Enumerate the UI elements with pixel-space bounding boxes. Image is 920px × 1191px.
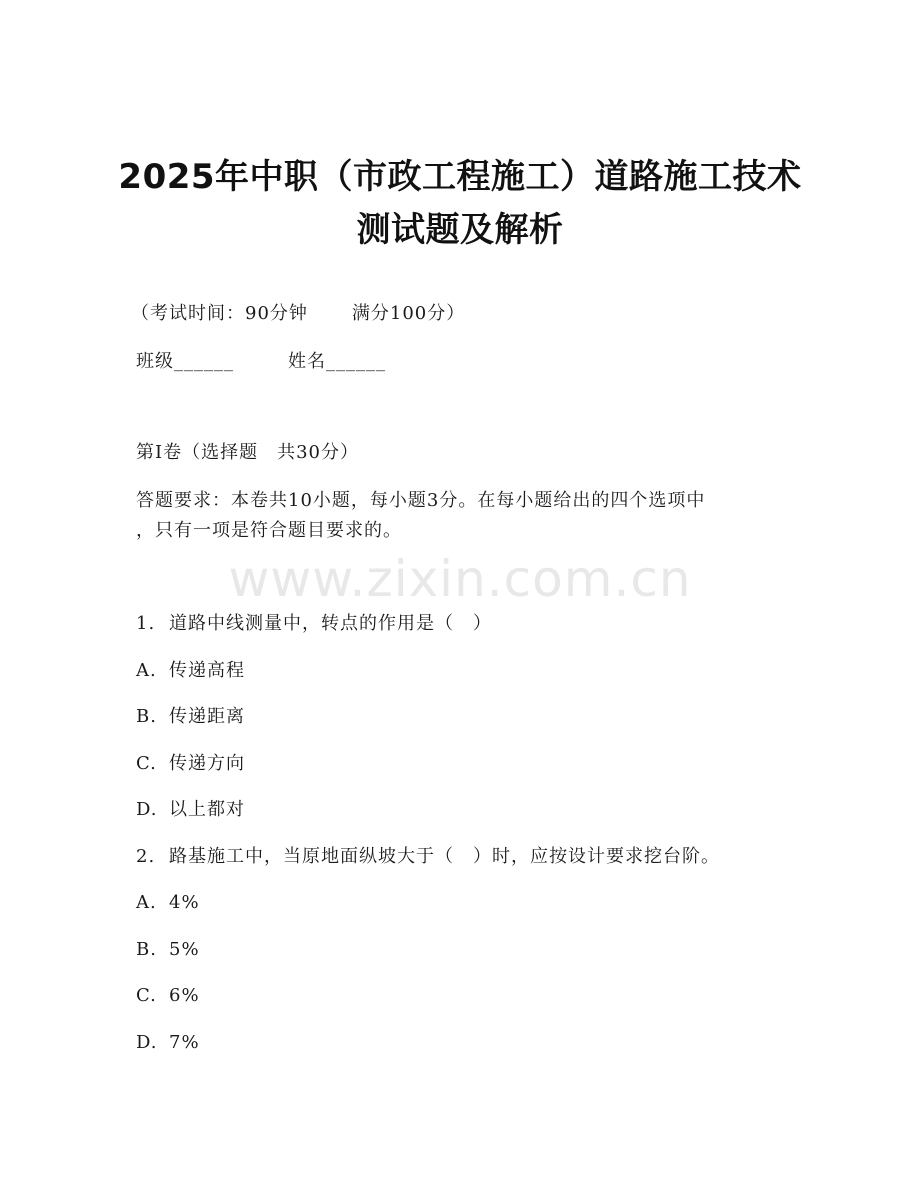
exam-info <box>131 302 465 326</box>
option-letter: A. <box>136 660 157 681</box>
question-2-option-d <box>136 1031 200 1055</box>
question-text: 道路中线测量中，转点的作用是（ ） <box>169 613 492 634</box>
class-field: 班级______ <box>136 351 234 372</box>
question-1-option-b <box>136 705 245 729</box>
section-title: 第Ⅰ卷（选择题 共30分） <box>136 442 360 463</box>
document-title-line-2: 测试题及解析 <box>356 210 564 250</box>
option-letter: C. <box>136 985 157 1006</box>
option-text: 传递距离 <box>169 706 245 727</box>
instructions-line-1: 答题要求：本卷共10小题，每小题3分。在每小题给出的四个选项中 <box>136 490 706 511</box>
option-text: 传递高程 <box>169 660 245 681</box>
option-text: 传递方向 <box>169 753 245 774</box>
option-letter: A. <box>136 892 157 913</box>
option-letter: B. <box>136 706 157 727</box>
question-number: 2. <box>136 846 156 867</box>
exam-full-score: 满分100分） <box>351 303 466 324</box>
option-text: 5% <box>169 939 200 960</box>
student-info <box>136 350 386 374</box>
document-title-line-1: 2025年中职（市政工程施工）道路施工技术 <box>118 157 802 197</box>
question-1-option-c <box>136 752 245 776</box>
exam-time: （考试时间：90分钟 <box>131 303 308 324</box>
watermark: www.zixin.com.cn <box>228 550 692 608</box>
option-text: 以上都对 <box>169 799 245 820</box>
option-text: 6% <box>169 985 200 1006</box>
option-letter: D. <box>136 1032 158 1053</box>
question-number: 1. <box>136 613 156 634</box>
question-text: 路基施工中，当原地面纵坡大于（ ）时，应按设计要求挖台阶。 <box>169 846 720 867</box>
option-text: 7% <box>169 1032 200 1053</box>
question-2 <box>136 845 720 869</box>
option-letter: D. <box>136 799 158 820</box>
question-1-option-a <box>136 659 245 683</box>
question-1 <box>136 612 492 636</box>
question-1-option-d <box>136 798 245 822</box>
option-letter: B. <box>136 939 157 960</box>
option-text: 4% <box>169 892 200 913</box>
question-2-option-a <box>136 891 200 915</box>
question-2-option-b <box>136 938 200 962</box>
instructions-line-2: ，只有一项是符合题目要求的。 <box>136 520 402 541</box>
name-field: 姓名______ <box>288 351 386 372</box>
question-2-option-c <box>136 984 200 1008</box>
option-letter: C. <box>136 753 157 774</box>
